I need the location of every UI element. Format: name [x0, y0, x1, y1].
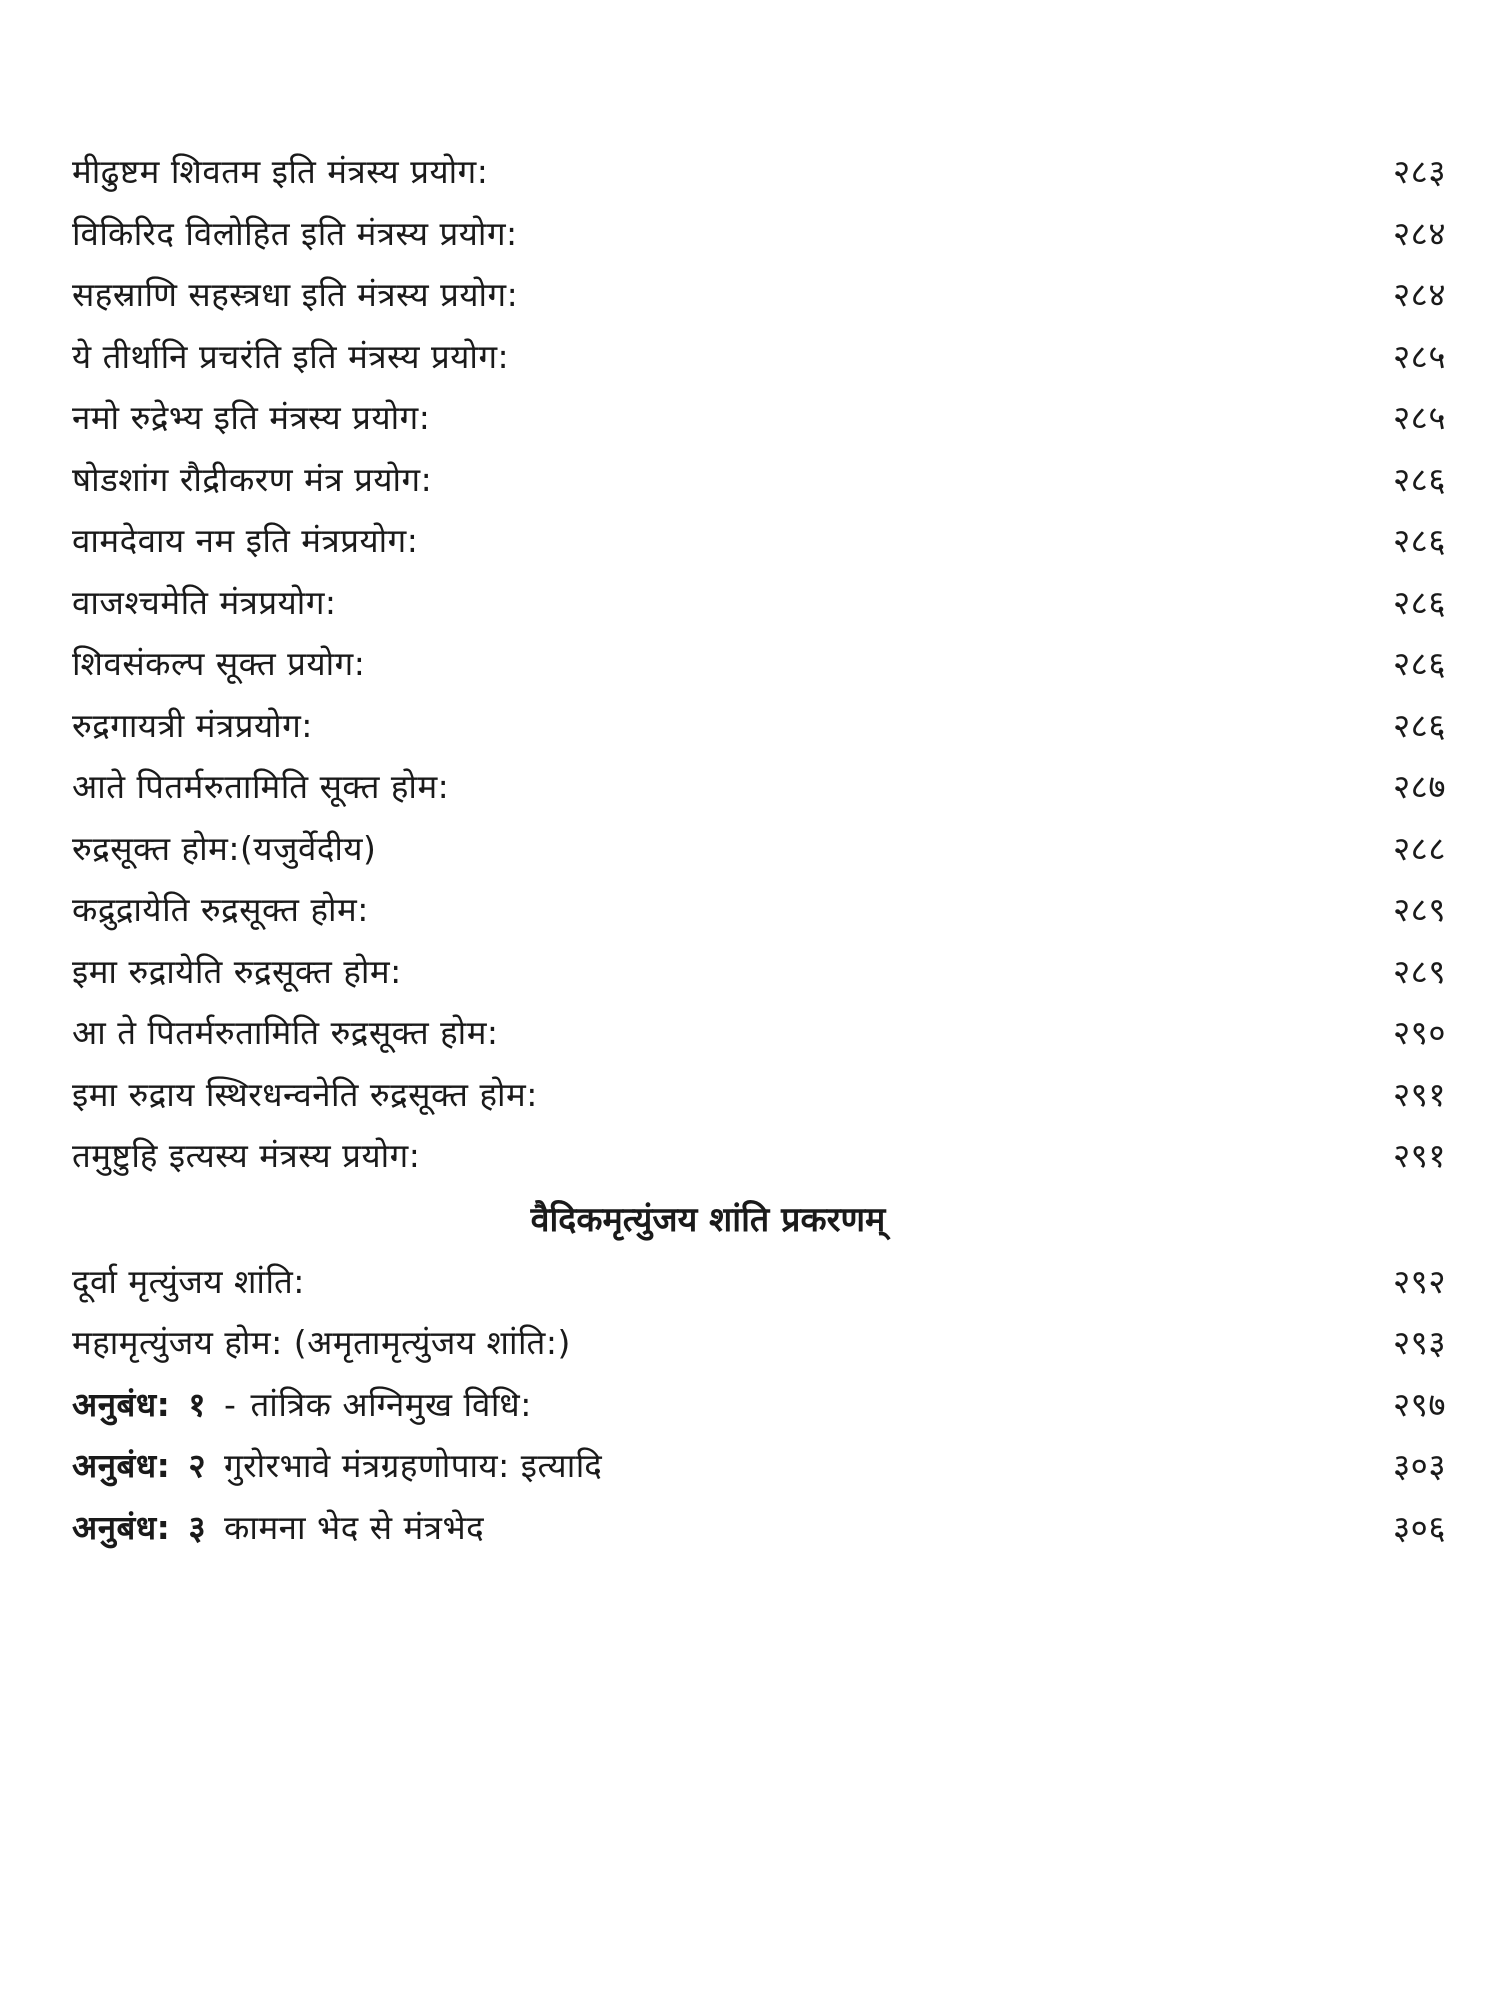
toc-entry — [72, 632, 1454, 694]
toc-entry — [72, 571, 1454, 633]
toc-entry-page: २८४ — [1393, 213, 1446, 253]
toc-entry — [72, 1124, 1454, 1186]
toc-entry-label: सहस्राणि सहस्त्रधा इति मंत्रस्य प्रयोग: — [72, 275, 519, 315]
toc-entry — [72, 1001, 1454, 1063]
toc-entry — [72, 140, 1454, 202]
appendix-title: गुरोरभावे मंत्रग्रहणोपाय: इत्यादि — [224, 1446, 603, 1486]
toc-entry-label: रुद्रसूक्त होम:(यजुर्वेदीय) — [72, 828, 377, 868]
toc-entry-page: २९१ — [1393, 1136, 1446, 1176]
toc-entry-label: नमो रुद्रेभ्य इति मंत्रस्य प्रयोग: — [72, 398, 431, 438]
table-of-contents — [72, 140, 1454, 1557]
toc-entry — [72, 509, 1454, 571]
toc-entry-page: २८६ — [1393, 582, 1446, 622]
toc-entry — [72, 1250, 1454, 1312]
toc-entry — [72, 1063, 1454, 1125]
toc-entry-label: तमुष्टुहि इत्यस्य मंत्रस्य प्रयोग: — [72, 1136, 421, 1176]
toc-entry-label: षोडशांग रौद्रीकरण मंत्र प्रयोग: — [72, 459, 433, 499]
toc-entry — [72, 325, 1454, 387]
appendix-tag: अनुबंध: — [72, 1507, 171, 1547]
toc-entry-label: ये तीर्थानि प्रचरंति इति मंत्रस्य प्रयोग: — [72, 336, 510, 376]
toc-entry-page: २८६ — [1393, 459, 1446, 499]
toc-entry-page: २८४ — [1393, 275, 1446, 315]
toc-entry-page: २९७ — [1393, 1384, 1446, 1424]
toc-entry-page: २८५ — [1393, 336, 1446, 376]
toc-entry-label: महामृत्युंजय होम: (अमृतामृत्युंजय शांति:) — [72, 1323, 571, 1363]
toc-entry-page: ३०६ — [1393, 1507, 1446, 1547]
appendix-dash: - — [224, 1384, 237, 1424]
toc-entry-label: इमा रुद्रायेति रुद्रसूक्त होम: — [72, 951, 402, 991]
toc-entry-page: २८७ — [1393, 767, 1446, 807]
toc-entry-page: ३०३ — [1393, 1446, 1446, 1486]
toc-entry — [72, 694, 1454, 756]
toc-entry-page: २८८ — [1393, 828, 1446, 868]
toc-entry-page: २८६ — [1393, 644, 1446, 684]
toc-entry-page: २९१ — [1393, 1074, 1446, 1114]
appendix-label-group — [72, 1381, 532, 1426]
appendix-title: कामना भेद से मंत्रभेद — [224, 1507, 485, 1547]
toc-entry-label: शिवसंकल्प सूक्त प्रयोग: — [72, 644, 366, 684]
toc-entry-page: २८५ — [1393, 398, 1446, 438]
appendix-label-group — [72, 1504, 484, 1549]
toc-entry-label: इमा रुद्राय स्थिरधन्वनेति रुद्रसूक्त होम: — [72, 1074, 538, 1114]
toc-entry-label: दूर्वा मृत्युंजय शांति: — [72, 1261, 305, 1301]
section-heading: वैदिकमृत्युंजय शांति प्रकरणम् — [530, 1199, 886, 1240]
toc-entry-page: २९३ — [1393, 1323, 1446, 1363]
toc-entry-label: वाजश्चमेति मंत्रप्रयोग: — [72, 582, 337, 622]
toc-entry — [72, 202, 1454, 264]
toc-entry-label: वामदेवाय नम इति मंत्रप्रयोग: — [72, 521, 419, 561]
toc-entry-page: २८९ — [1393, 890, 1446, 930]
appendix-number: २ — [188, 1446, 207, 1486]
toc-entry — [72, 878, 1454, 940]
toc-entry-page: २८९ — [1393, 951, 1446, 991]
toc-entry-label: आते पितर्मरुतामिति सूक्त होम: — [72, 767, 450, 807]
appendix-entry — [72, 1496, 1454, 1558]
toc-entry-label: आ ते पितर्मरुतामिति रुद्रसूक्त होम: — [72, 1013, 499, 1053]
toc-entry — [72, 263, 1454, 325]
toc-entry-label: विकिरिद विलोहित इति मंत्रस्य प्रयोग: — [72, 213, 518, 253]
toc-entry-page: २८६ — [1393, 521, 1446, 561]
appendix-title: तांत्रिक अग्निमुख विधि: — [250, 1384, 532, 1424]
toc-entry-page: २८६ — [1393, 705, 1446, 745]
toc-entry-page: २८३ — [1393, 152, 1446, 192]
toc-entry — [72, 1311, 1454, 1373]
toc-entry — [72, 386, 1454, 448]
appendix-entry — [72, 1373, 1454, 1435]
toc-entry-page: २९२ — [1393, 1261, 1446, 1301]
appendix-label-group — [72, 1442, 602, 1487]
toc-entry — [72, 755, 1454, 817]
appendix-tag: अनुबंध: — [72, 1384, 171, 1424]
appendix-entry — [72, 1434, 1454, 1496]
toc-entry-label: मीढुष्टम शिवतम इति मंत्रस्य प्रयोग: — [72, 152, 489, 192]
toc-entry-label: कद्रुद्रायेति रुद्रसूक्त होम: — [72, 890, 369, 930]
toc-entry — [72, 940, 1454, 1002]
toc-entry — [72, 817, 1454, 879]
toc-entry-page: २९० — [1393, 1013, 1446, 1053]
appendix-tag: अनुबंध: — [72, 1446, 171, 1486]
appendix-number: १ — [188, 1384, 207, 1424]
appendix-number: ३ — [188, 1507, 207, 1547]
toc-entry — [72, 448, 1454, 510]
toc-entry-label: रुद्रगायत्री मंत्रप्रयोग: — [72, 705, 313, 745]
